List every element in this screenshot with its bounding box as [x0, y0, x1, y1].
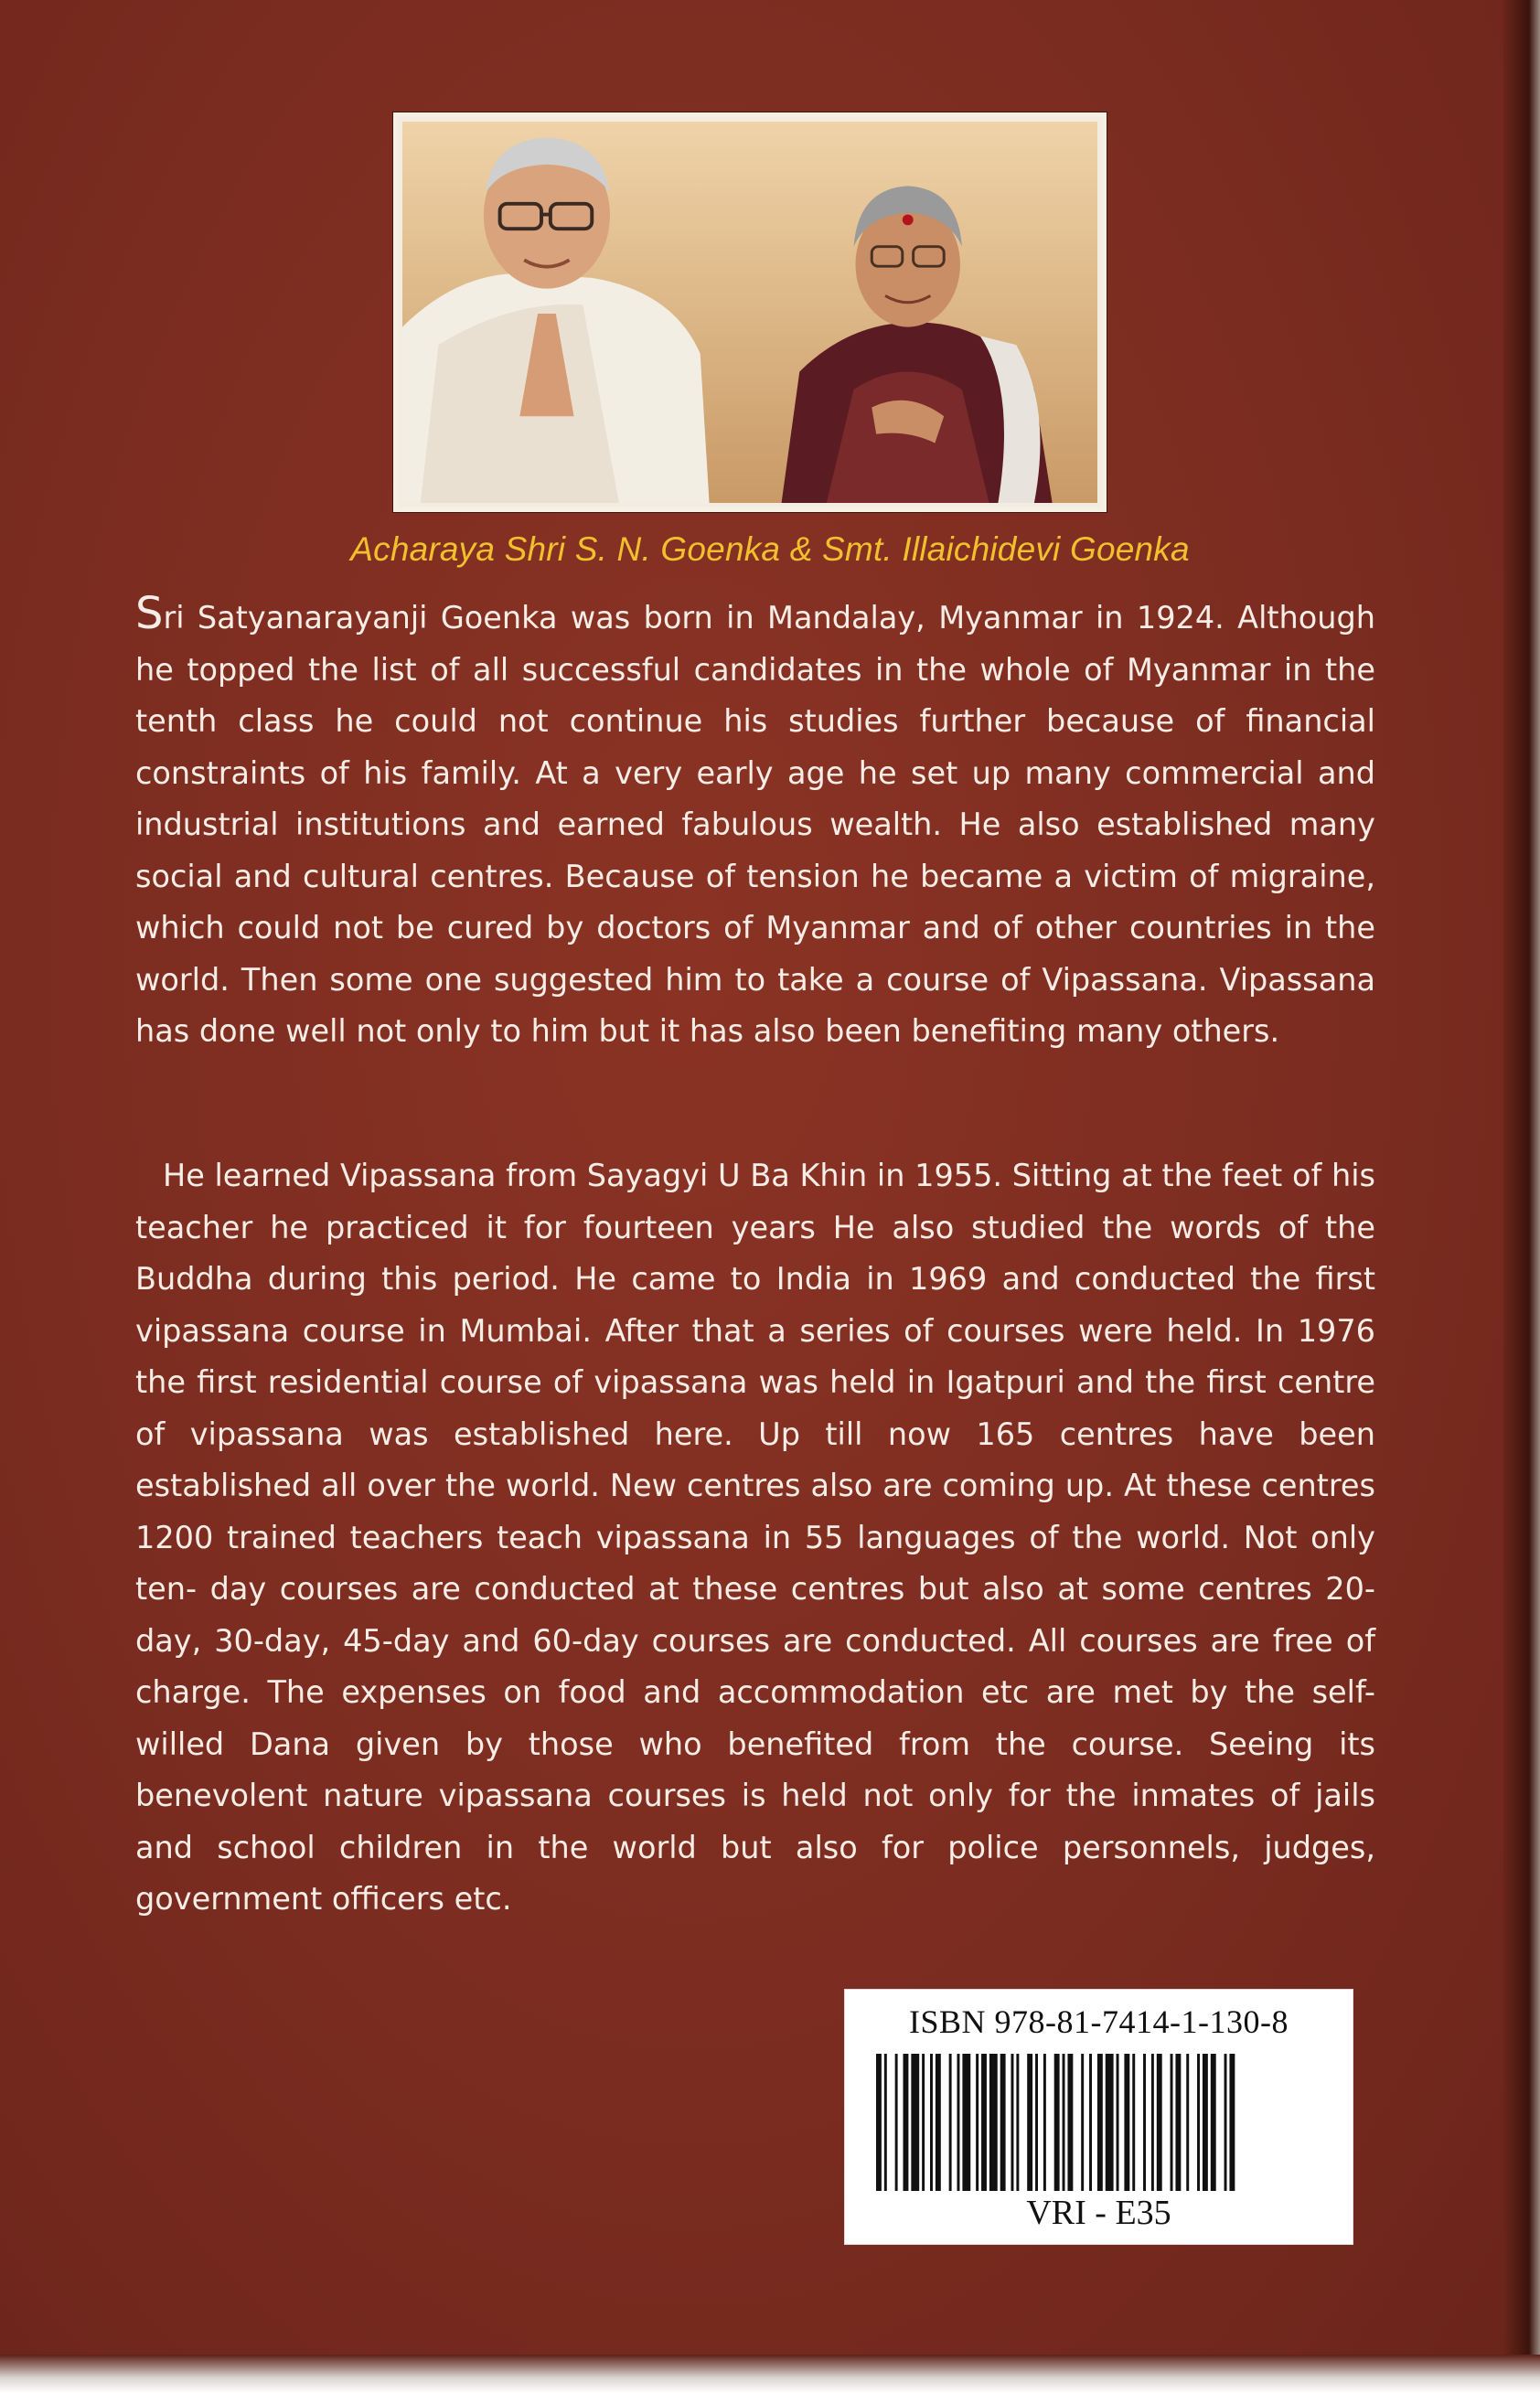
barcode-bar — [904, 2054, 909, 2191]
barcode-bar — [1011, 2054, 1014, 2191]
barcode-bar — [962, 2054, 970, 2191]
author-photo — [402, 122, 1097, 503]
barcode-bar — [1124, 2054, 1129, 2191]
barcode-bar — [1117, 2054, 1119, 2191]
barcode-bar — [1106, 2054, 1114, 2191]
isbn-barcode-label — [844, 1989, 1353, 2245]
barcode-bar — [1225, 2054, 1227, 2191]
barcode-bar — [1089, 2054, 1092, 2191]
barcode-bar — [1132, 2054, 1135, 2191]
photo-illustration — [402, 122, 1097, 503]
publisher-code: VRI - E35 — [1026, 2194, 1171, 2232]
paragraph-biography — [135, 588, 1375, 1058]
barcode-graphic — [872, 2054, 1327, 2191]
photo-caption: Acharaya Shri S. N. Goenka & Smt. Illaichidevi Goenka — [350, 530, 1190, 568]
barcode-bar — [949, 2054, 952, 2191]
barcode-bar — [876, 2054, 882, 2191]
barcode-bar — [976, 2054, 979, 2191]
barcode-bar — [1063, 2054, 1065, 2191]
isbn-number: ISBN 978-81-7414-1-130-8 — [909, 2003, 1289, 2040]
barcode-bar — [1203, 2054, 1208, 2191]
barcode-bar — [1186, 2054, 1189, 2191]
barcode-bar — [1151, 2054, 1154, 2191]
barcode-bar — [1197, 2054, 1200, 2191]
barcode-bar — [911, 2054, 919, 2191]
barcode-bar — [930, 2054, 933, 2191]
barcode-bar — [1211, 2054, 1216, 2191]
barcode-bar — [989, 2054, 998, 2191]
barcode-bar — [1027, 2054, 1032, 2191]
barcode-bar — [1035, 2054, 1038, 2191]
paragraph-vipassana: He learned Vipassana from Sayagyi U Ba Khin in 1955. Sitting at the feet of his teacher he practiced it for fourteen years He also studied the words of the Buddha during this period. He came to India in 1969 and conducted the first vipassana course in Mumbai. After that a series of courses were held. In 1976 the first residential course of vipassana was held in Igatpuri and the first centre of vipassana was established here. Up till now 165 centres have been established all over the world. New centres also are coming up. At these centres 1200 trained teachers teach vipassana in 55 languages of the world. Not only ten- day courses are conducted at these centres but also at some centres 20-day, 30-day, 45-day and 60-day courses are conducted. All courses are free of charge. The expenses on food and accommodation etc are met by the self-willed Dana given by those who benefited from the course. Seeing its benevolent nature vipassana courses is held not only for the inmates of jails and school children in the world but also for police personnels, judges, government officers etc. — [135, 1158, 1375, 1917]
barcode-bar — [922, 2054, 925, 2191]
barcode-bar — [1067, 2054, 1073, 2191]
drop-cap: S — [135, 588, 164, 639]
barcode-bar — [1143, 2054, 1146, 2191]
barcode-bar — [936, 2054, 941, 2191]
cover-spine-edge — [1503, 0, 1540, 2393]
barcode-bar — [1097, 2054, 1103, 2191]
barcode-bar — [957, 2054, 960, 2191]
barcode-bar — [1175, 2054, 1181, 2191]
barcode-bar — [1171, 2054, 1173, 2191]
barcode-bar — [1081, 2054, 1084, 2191]
barcode-bar — [884, 2054, 887, 2191]
paragraph-biography-text: ri Satyanarayanji Goenka was born in Mandalay, Myanmar in 1924. Although he topped the list of all successful candidates in the whole of Myanmar in the tenth class he could not continue his studies further because of financial constraints of his family. At a very early age he set up many commercial and industrial institutions and earned fabulous wealth. He also established many social and cultural centres. Because of tension he became a victim of migraine, which could not be cured by doctors of Myanmar and of other countries in the world. Then some one suggested him to take a course of Vipassana. Vipassana has done well not only to him but it has also been benefiting many others. — [135, 600, 1375, 1049]
barcode-bar — [1016, 2054, 1019, 2191]
barcode-bars — [872, 2054, 1327, 2191]
barcode-bar — [1054, 2054, 1060, 2191]
author-photo-frame — [393, 112, 1107, 512]
barcode-bar — [895, 2054, 898, 2191]
cover-bottom-edge — [0, 2355, 1540, 2393]
barcode-bar — [1000, 2054, 1006, 2191]
barcode-bar — [1229, 2054, 1235, 2191]
barcode-bar — [1157, 2054, 1162, 2191]
barcode-bar — [1043, 2054, 1046, 2191]
barcode-bar — [981, 2054, 987, 2191]
